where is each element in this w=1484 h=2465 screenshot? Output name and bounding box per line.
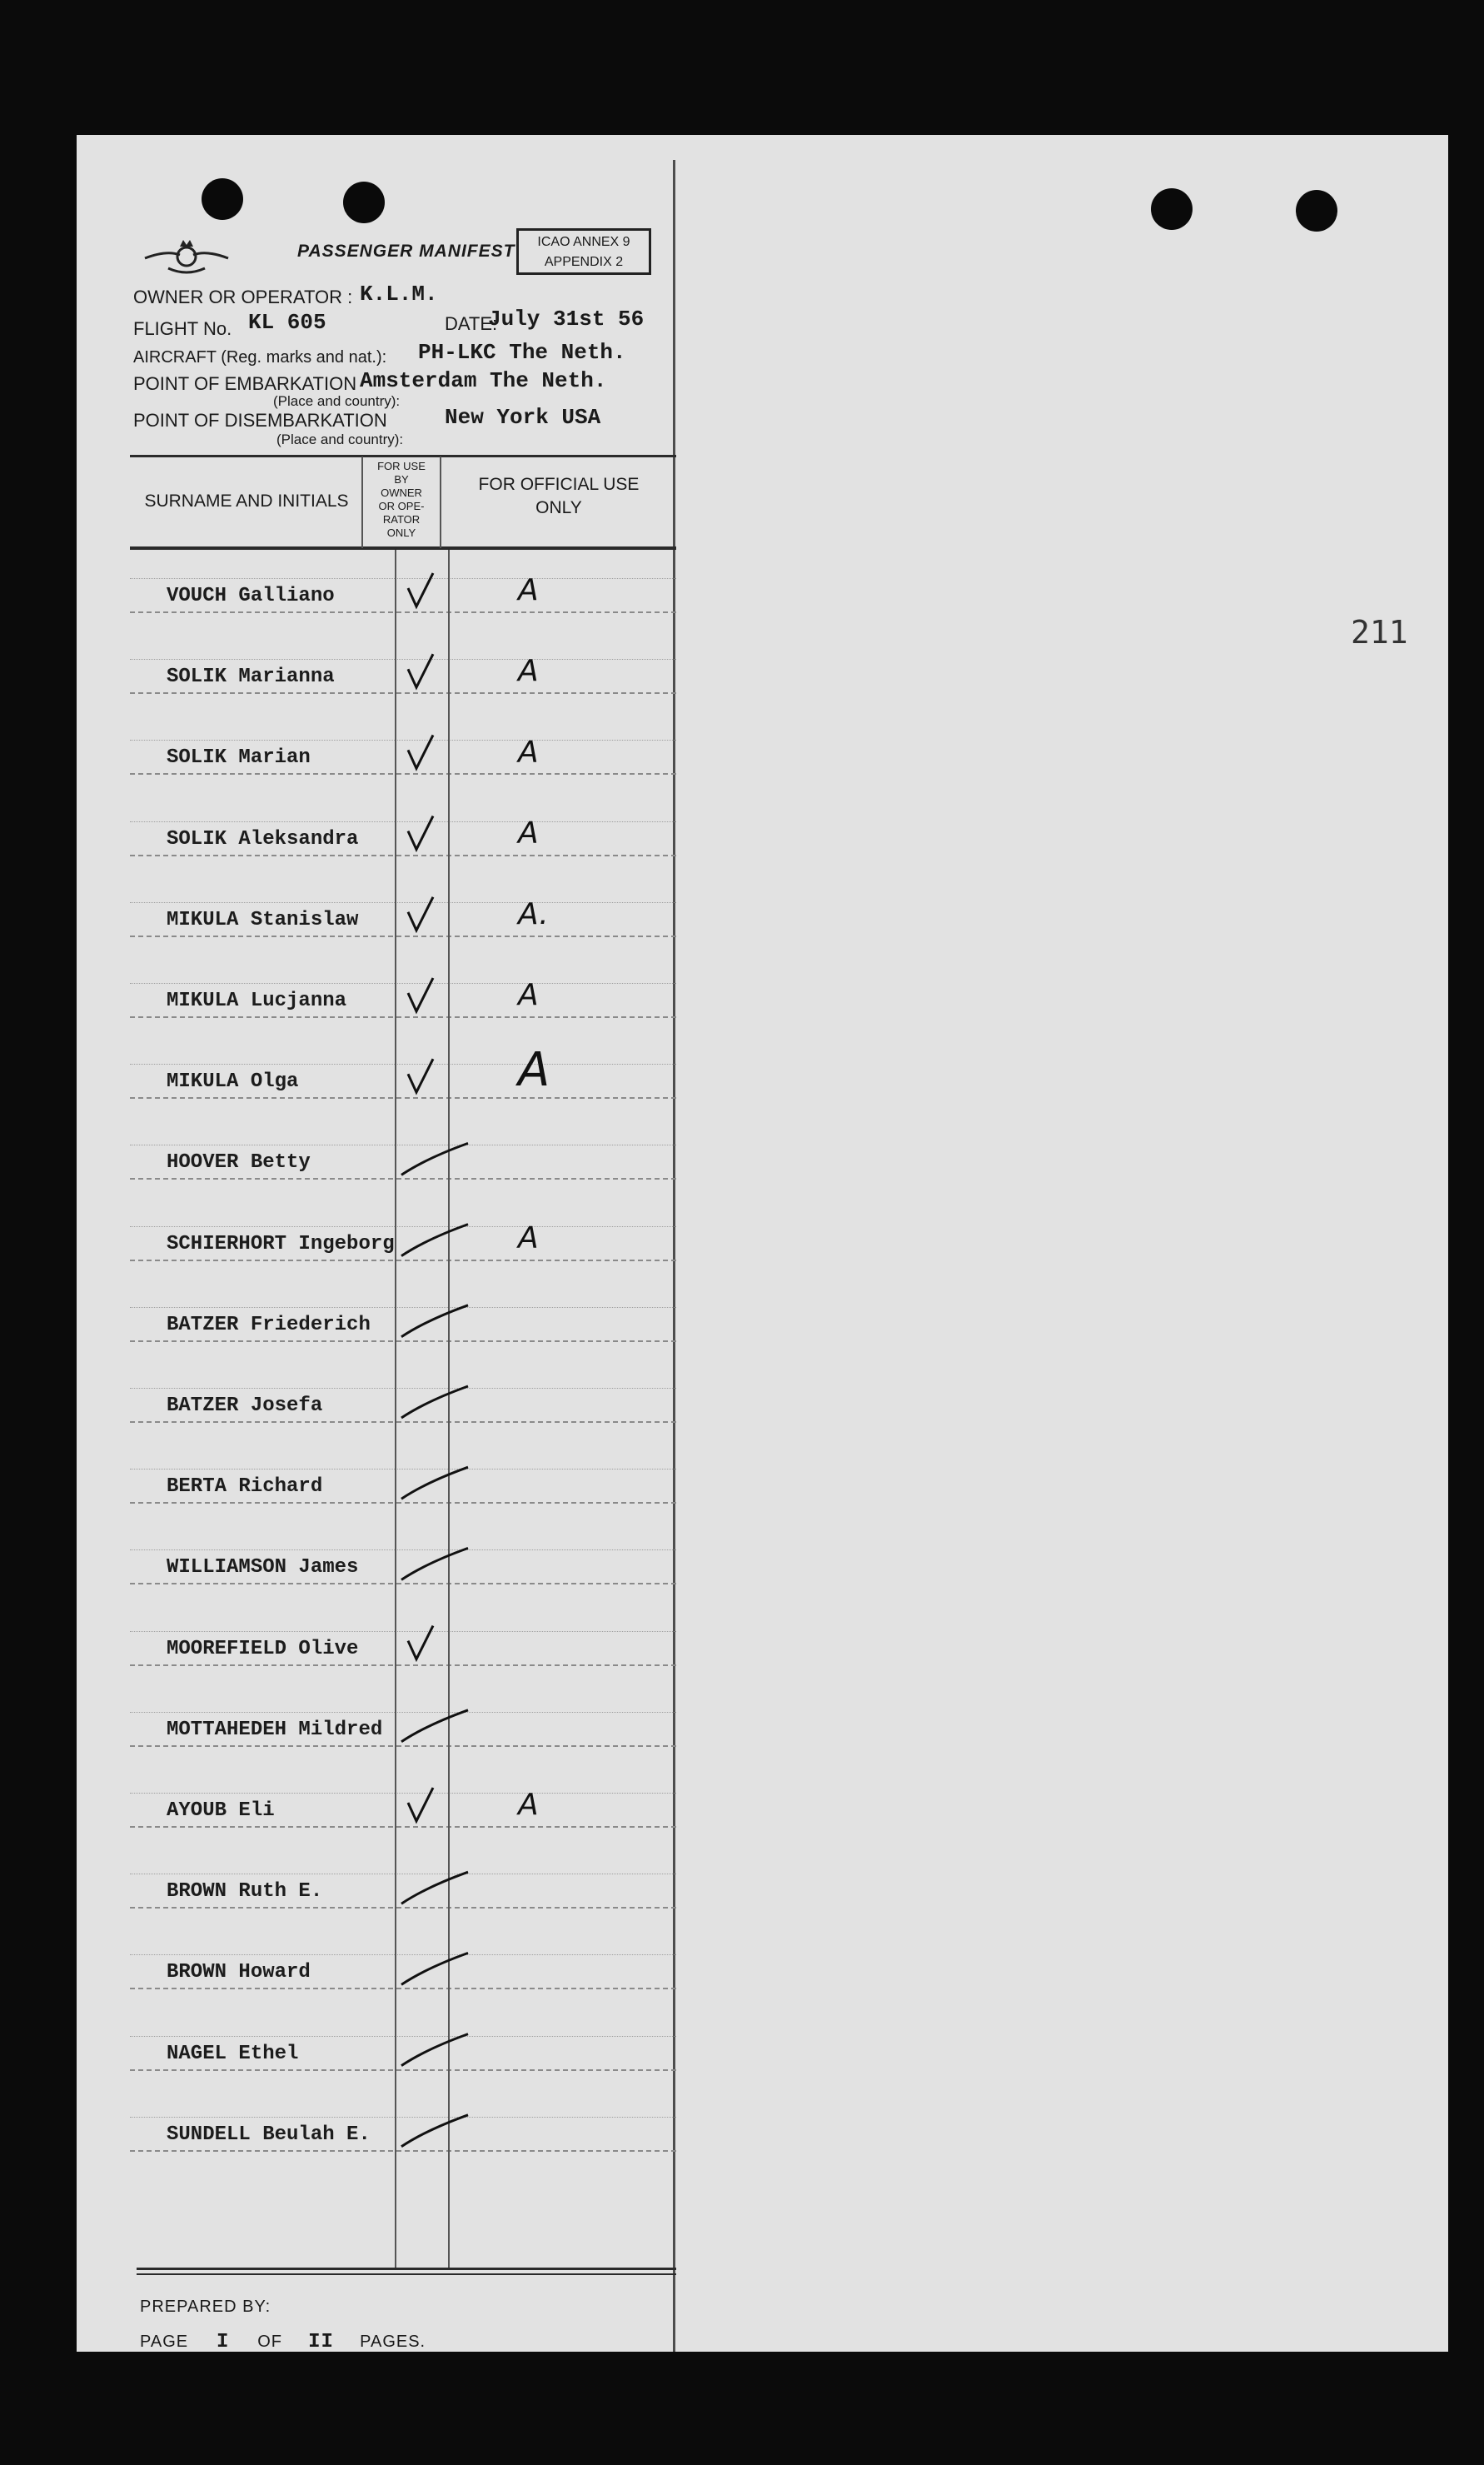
aircraft-label: AIRCRAFT (Reg. marks and nat.): bbox=[133, 348, 387, 367]
aircraft-value: PH-LKC The Neth. bbox=[418, 340, 626, 365]
header-rule bbox=[130, 455, 676, 457]
place-label: (Place and country): bbox=[273, 393, 401, 409]
prepared-by-label: PREPARED BY: bbox=[140, 2298, 271, 2316]
passenger-name: SOLIK Marian bbox=[167, 746, 311, 770]
ruled-line bbox=[130, 2117, 676, 2118]
passenger-name: BATZER Friederich bbox=[167, 1313, 371, 1336]
official-mark: A bbox=[518, 1220, 539, 1255]
punch-hole bbox=[343, 182, 385, 223]
ruled-line bbox=[130, 1549, 676, 1550]
passenger-name: SOLIK Marianna bbox=[167, 666, 335, 689]
passenger-name: SUNDELL Beulah E. bbox=[167, 2123, 371, 2146]
ruled-line bbox=[130, 855, 676, 856]
ruled-line bbox=[130, 2036, 676, 2037]
ruled-line bbox=[130, 1954, 676, 1955]
disembarkation-label: POINT OF DISEMBARKATION bbox=[133, 410, 387, 431]
disembarkation-value: New York USA bbox=[445, 405, 601, 430]
owner-label: OWNER OR OPERATOR : bbox=[133, 287, 353, 307]
dash-mark-icon bbox=[401, 1143, 468, 1175]
page-count bbox=[140, 2331, 426, 2352]
ruled-line bbox=[130, 1469, 676, 1470]
ruled-line bbox=[130, 578, 676, 579]
date-value: July 31st 56 bbox=[488, 307, 645, 332]
punch-hole bbox=[202, 178, 243, 220]
owner-use-line: BY bbox=[394, 473, 409, 486]
passenger-name: VOUCH Galliano bbox=[167, 585, 335, 607]
flight-label: FLIGHT No. bbox=[133, 318, 232, 339]
official-use-line: FOR OFFICIAL USE bbox=[478, 475, 640, 494]
ruled-line bbox=[130, 1712, 676, 1713]
dash-mark-icon bbox=[401, 1953, 468, 1984]
official-use-column-header bbox=[441, 473, 676, 520]
ruled-line bbox=[130, 1793, 676, 1794]
owner-use-line: FOR USE bbox=[377, 460, 426, 472]
annex-line: ICAO ANNEX 9 bbox=[537, 235, 630, 249]
ruled-line bbox=[130, 902, 676, 903]
dash-mark-icon bbox=[401, 1305, 468, 1337]
ruled-line bbox=[130, 1631, 676, 1632]
ruled-line bbox=[130, 659, 676, 660]
ruled-line bbox=[130, 1907, 676, 1909]
official-mark: A bbox=[518, 735, 539, 770]
ruled-line bbox=[130, 821, 676, 822]
total-pages: II bbox=[308, 2331, 334, 2352]
owner-use-column-header bbox=[363, 460, 440, 540]
owner-value: K.L.M. bbox=[360, 282, 438, 307]
ruled-line bbox=[130, 1745, 676, 1747]
dash-mark-icon bbox=[401, 1548, 468, 1579]
footer-rule bbox=[137, 2268, 676, 2270]
dash-mark-icon bbox=[401, 2115, 468, 2147]
passenger-name: WILLIAMSON James bbox=[167, 1556, 359, 1579]
ruled-line bbox=[130, 1307, 676, 1308]
owner-use-line: ONLY bbox=[386, 526, 416, 539]
ruled-line bbox=[130, 2069, 676, 2071]
embarkation-value: Amsterdam The Neth. bbox=[360, 368, 607, 393]
date-label: DATE: bbox=[445, 313, 498, 334]
ruled-line bbox=[130, 1502, 676, 1504]
ruled-line bbox=[130, 936, 676, 937]
passenger-name: MIKULA Lucjanna bbox=[167, 990, 347, 1012]
column-rule bbox=[448, 550, 450, 2269]
passenger-name: HOOVER Betty bbox=[167, 1151, 311, 1175]
dash-mark-icon bbox=[401, 2034, 468, 2066]
ruled-line bbox=[130, 1260, 676, 1261]
flight-value: KL 605 bbox=[248, 310, 326, 335]
ruled-line bbox=[130, 611, 676, 613]
ruled-line bbox=[130, 1988, 676, 1989]
manifest-page bbox=[77, 135, 1448, 2352]
ruled-line bbox=[130, 1421, 676, 1423]
archive-stamp-number: 211 bbox=[1351, 614, 1408, 651]
passenger-name: MOTTAHEDEH Mildred bbox=[167, 1718, 383, 1741]
ruled-line bbox=[130, 1388, 676, 1389]
dash-mark-icon bbox=[401, 1467, 468, 1499]
passenger-name: MIKULA Stanislaw bbox=[167, 908, 359, 931]
punch-hole bbox=[1151, 188, 1193, 230]
ruled-line bbox=[130, 2150, 676, 2152]
ruled-line bbox=[130, 1178, 676, 1180]
passenger-name: NAGEL Ethel bbox=[167, 2042, 299, 2065]
official-mark: A bbox=[518, 978, 539, 1012]
dash-mark-icon bbox=[401, 1386, 468, 1418]
ruled-line bbox=[130, 1583, 676, 1584]
surname-column-header: SURNAME AND INITIALS bbox=[144, 492, 349, 511]
passenger-name: MIKULA Olga bbox=[167, 1070, 299, 1094]
passenger-name: BROWN Howard bbox=[167, 1961, 311, 1984]
ruled-line bbox=[130, 1826, 676, 1828]
passenger-name: MOOREFIELD Olive bbox=[167, 1637, 359, 1660]
icao-annex-box bbox=[516, 228, 651, 275]
passenger-name: BROWN Ruth E. bbox=[167, 1880, 323, 1904]
ruled-line bbox=[130, 1064, 676, 1065]
passenger-name: BERTA Richard bbox=[167, 1475, 323, 1499]
form-title: PASSENGER MANIFEST bbox=[297, 242, 515, 261]
klm-crown-logo-icon bbox=[143, 237, 230, 278]
official-use-line: ONLY bbox=[535, 498, 582, 517]
pages-label: PAGES. bbox=[360, 2333, 426, 2351]
passenger-name: SOLIK Aleksandra bbox=[167, 827, 359, 851]
footer-rule bbox=[137, 2273, 676, 2275]
official-mark: A bbox=[518, 1788, 539, 1822]
ruled-line bbox=[130, 1340, 676, 1342]
official-mark: A bbox=[518, 1043, 550, 1098]
ruled-line bbox=[130, 1016, 676, 1018]
ruled-line bbox=[130, 1664, 676, 1666]
of-label: OF bbox=[257, 2333, 282, 2351]
ruled-line bbox=[130, 740, 676, 741]
header-rule bbox=[130, 546, 676, 550]
place-label: (Place and country): bbox=[276, 432, 404, 447]
page-label: PAGE bbox=[140, 2333, 189, 2351]
punch-hole bbox=[1296, 190, 1337, 232]
column-rule bbox=[395, 550, 396, 2269]
official-mark: A bbox=[518, 654, 539, 689]
ruled-line bbox=[130, 692, 676, 694]
passenger-name: AYOUB Eli bbox=[167, 1799, 275, 1822]
dash-mark-icon bbox=[401, 1872, 468, 1904]
owner-use-line: RATOR bbox=[382, 513, 421, 526]
page-number: I bbox=[216, 2331, 230, 2352]
ruled-line bbox=[130, 983, 676, 984]
ruled-line bbox=[130, 1226, 676, 1227]
embarkation-label: POINT OF EMBARKATION bbox=[133, 373, 357, 394]
official-mark: A bbox=[518, 816, 539, 851]
passenger-name: BATZER Josefa bbox=[167, 1395, 323, 1417]
annex-line: APPENDIX 2 bbox=[544, 255, 624, 269]
dash-mark-icon bbox=[401, 1225, 468, 1256]
passenger-name: SCHIERHORT Ingeborg bbox=[167, 1232, 395, 1255]
owner-use-line: OWNER bbox=[381, 487, 422, 499]
ruled-line bbox=[130, 1097, 676, 1099]
official-mark: A bbox=[518, 573, 539, 607]
owner-use-line: OR OPE- bbox=[378, 500, 425, 512]
dash-mark-icon bbox=[401, 1710, 468, 1742]
ruled-line bbox=[130, 773, 676, 775]
official-mark: A. bbox=[518, 896, 549, 931]
